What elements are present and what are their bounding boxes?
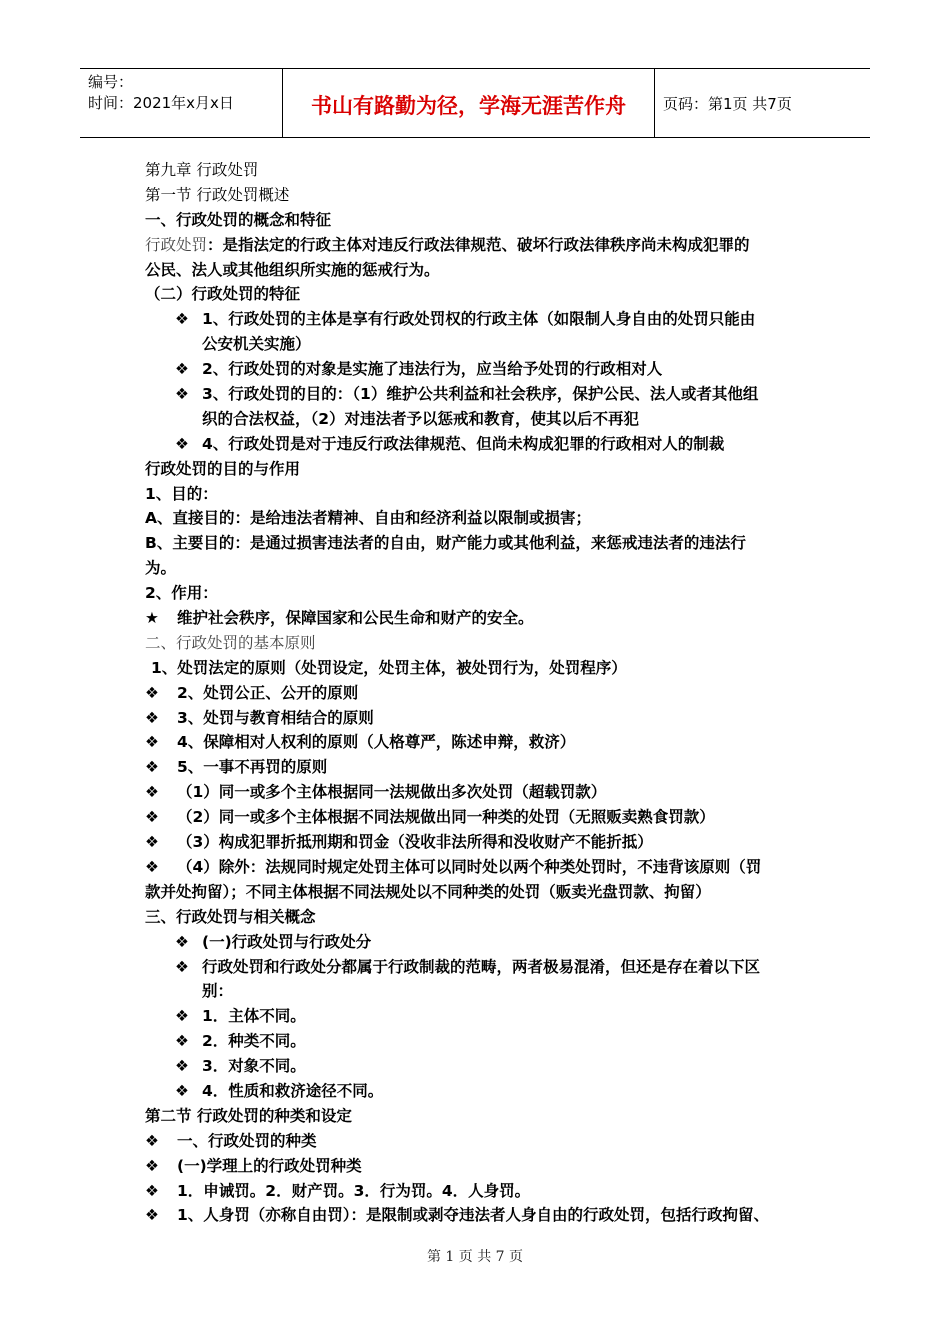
diamond-bullet-icon: ❖	[145, 1181, 159, 1200]
list-item: ❖ 5、一事不再罚的原则	[145, 755, 825, 780]
paragraph-line: 为。	[145, 559, 177, 578]
list-item: ❖ （3）构成犯罪折抵刑期和罚金（没收非法所得和没收财产不能折抵）	[145, 830, 825, 855]
list-item: ❖ (一)行政处罚与行政处分	[145, 930, 825, 955]
paragraph-line: A、直接目的：是给违法者精神、自由和经济利益以限制或损害；	[145, 509, 591, 528]
page-footer: 第 1 页 共 7 页	[426, 1249, 524, 1265]
diamond-bullet-icon: ❖	[175, 1032, 189, 1051]
list-item: ❖ （1）同一或多个主体根据同一法规做出多次处罚（超载罚款）	[145, 780, 825, 805]
diamond-bullet-icon: ❖	[175, 1081, 189, 1100]
list-item: 1、处罚法定的原则（处罚设定，处罚主体，被处罚行为，处罚程序）	[151, 658, 627, 677]
diamond-bullet-icon: ❖	[145, 833, 159, 852]
list-item: ❖ 4、行政处罚是对于违反行政法律规范、但尚未构成犯罪的行政相对人的制裁	[145, 432, 825, 457]
paragraph-line: 行政处罚：是指法定的行政主体对违反行政法律规范、破坏行政法律秩序尚未构成犯罪的	[145, 235, 750, 254]
chapter-title: 第九章 行政处罚	[145, 161, 259, 179]
list-item-continuation: 织的合法权益，（2）对违法者予以惩戒和教育，使其以后不再犯	[202, 409, 640, 428]
diamond-bullet-icon: ❖	[145, 1156, 159, 1175]
header-page-label: 页码：第1页 共7页	[663, 94, 792, 113]
list-item: ❖ 2．种类不同。	[145, 1029, 825, 1054]
list-item: ❖ 一、行政处罚的种类	[145, 1129, 825, 1154]
diamond-bullet-icon: ❖	[145, 783, 159, 802]
list-item: ❖ 2、行政处罚的对象是实施了违法行为，应当给予处罚的行政相对人	[145, 357, 825, 382]
list-item-continuation: 别：	[202, 982, 234, 1001]
paragraph-line: 1、目的：	[145, 484, 218, 503]
diamond-bullet-icon: ❖	[175, 1007, 189, 1026]
diamond-bullet-icon: ❖	[175, 1057, 189, 1076]
diamond-bullet-icon: ❖	[175, 385, 189, 404]
list-item: ❖ 1．申诫罚。2．财产罚。3．行为罚。4．人身罚。	[145, 1179, 825, 1204]
list-item: ❖ 3、行政处罚的目的：（1）维护公共利益和社会秩序，保护公民、法人或者其他组	[145, 382, 825, 407]
diamond-bullet-icon: ❖	[145, 758, 159, 777]
paragraph-line: 2、作用：	[145, 584, 218, 603]
section-title: 第二节 行政处罚的种类和设定	[145, 1106, 352, 1125]
list-item: ❖ 3、处罚与教育相结合的原则	[145, 706, 825, 731]
diamond-bullet-icon: ❖	[145, 808, 159, 827]
diamond-bullet-icon: ❖	[175, 360, 189, 379]
diamond-bullet-icon: ❖	[175, 957, 189, 976]
diamond-bullet-icon: ❖	[175, 310, 189, 329]
diamond-bullet-icon: ❖	[145, 683, 159, 702]
list-item: ❖ 1．主体不同。	[145, 1004, 825, 1029]
list-item: ❖ (一)学理上的行政处罚种类	[145, 1154, 825, 1179]
list-item: ❖ 1、行政处罚的主体是享有行政处罚权的行政主体（如限制人身自由的处罚只能由	[145, 307, 825, 332]
list-item-continuation: 款并处拘留）；不同主体根据不同法规处以不同种类的处罚（贩卖光盘罚款、拘留）	[145, 882, 711, 901]
list-item: ❖ 4、保障相对人权利的原则（人格尊严，陈述申辩，救济）	[145, 730, 825, 755]
list-item: ❖ 2、处罚公正、公开的原则	[145, 681, 825, 706]
diamond-bullet-icon: ❖	[145, 1206, 159, 1225]
list-item: ❖ （2）同一或多个主体根据不同法规做出同一种类的处罚（无照贩卖熟食罚款）	[145, 805, 825, 830]
list-item: ❖ （4）除外：法规同时规定处罚主体可以同时处以两个种类处罚时，不违背该原则（罚	[145, 855, 825, 880]
header-motto: 书山有路勤为径，学海无涯苦作舟	[283, 69, 655, 137]
section-title: 第一节 行政处罚概述	[145, 185, 290, 204]
diamond-bullet-icon: ❖	[145, 708, 159, 727]
diamond-bullet-icon: ❖	[145, 857, 159, 876]
list-item: ★ 维护社会秩序，保障国家和公民生命和财产的安全。	[145, 606, 825, 631]
heading: 一、行政处罚的概念和特征	[145, 210, 332, 229]
document-body	[145, 158, 825, 1228]
heading: 行政处罚的目的与作用	[145, 459, 301, 478]
list-item: ❖ 4．性质和救济途径不同。	[145, 1079, 825, 1104]
diamond-bullet-icon: ❖	[175, 932, 189, 951]
diamond-bullet-icon: ❖	[145, 733, 159, 752]
list-item-continuation: 公安机关实施）	[202, 335, 311, 354]
paragraph-line: 公民、法人或其他组织所实施的惩戒行为。	[145, 260, 440, 279]
list-item: ❖ 1、人身罚（亦称自由罚）：是限制或剥夺违法者人身自由的行政处罚，包括行政拘留、	[145, 1203, 825, 1228]
heading: 三、行政处罚与相关概念	[145, 907, 316, 926]
list-item: ❖ 3．对象不同。	[145, 1054, 825, 1079]
heading: （二）行政处罚的特征	[145, 285, 301, 304]
star-bullet-icon: ★	[145, 609, 159, 628]
page-header	[80, 68, 870, 138]
heading: 二、行政处罚的基本原则	[145, 633, 316, 652]
list-item: ❖ 行政处罚和行政处分都属于行政制裁的范畴，两者极易混淆，但还是存在着以下区	[145, 955, 825, 980]
number-label: 编号：	[88, 73, 134, 91]
paragraph-line: B、主要目的：是通过损害违法者的自由，财产能力或其他利益，来惩戒违法者的违法行	[145, 534, 746, 553]
diamond-bullet-icon: ❖	[175, 434, 189, 453]
diamond-bullet-icon: ❖	[145, 1131, 159, 1150]
header-meta	[80, 69, 283, 137]
definition-rest: ：是指法定的行政主体对违反行政法律规范、破坏行政法律秩序尚未构成犯罪的	[207, 235, 750, 254]
time-label: 时间：2021年x月x日	[88, 94, 234, 112]
